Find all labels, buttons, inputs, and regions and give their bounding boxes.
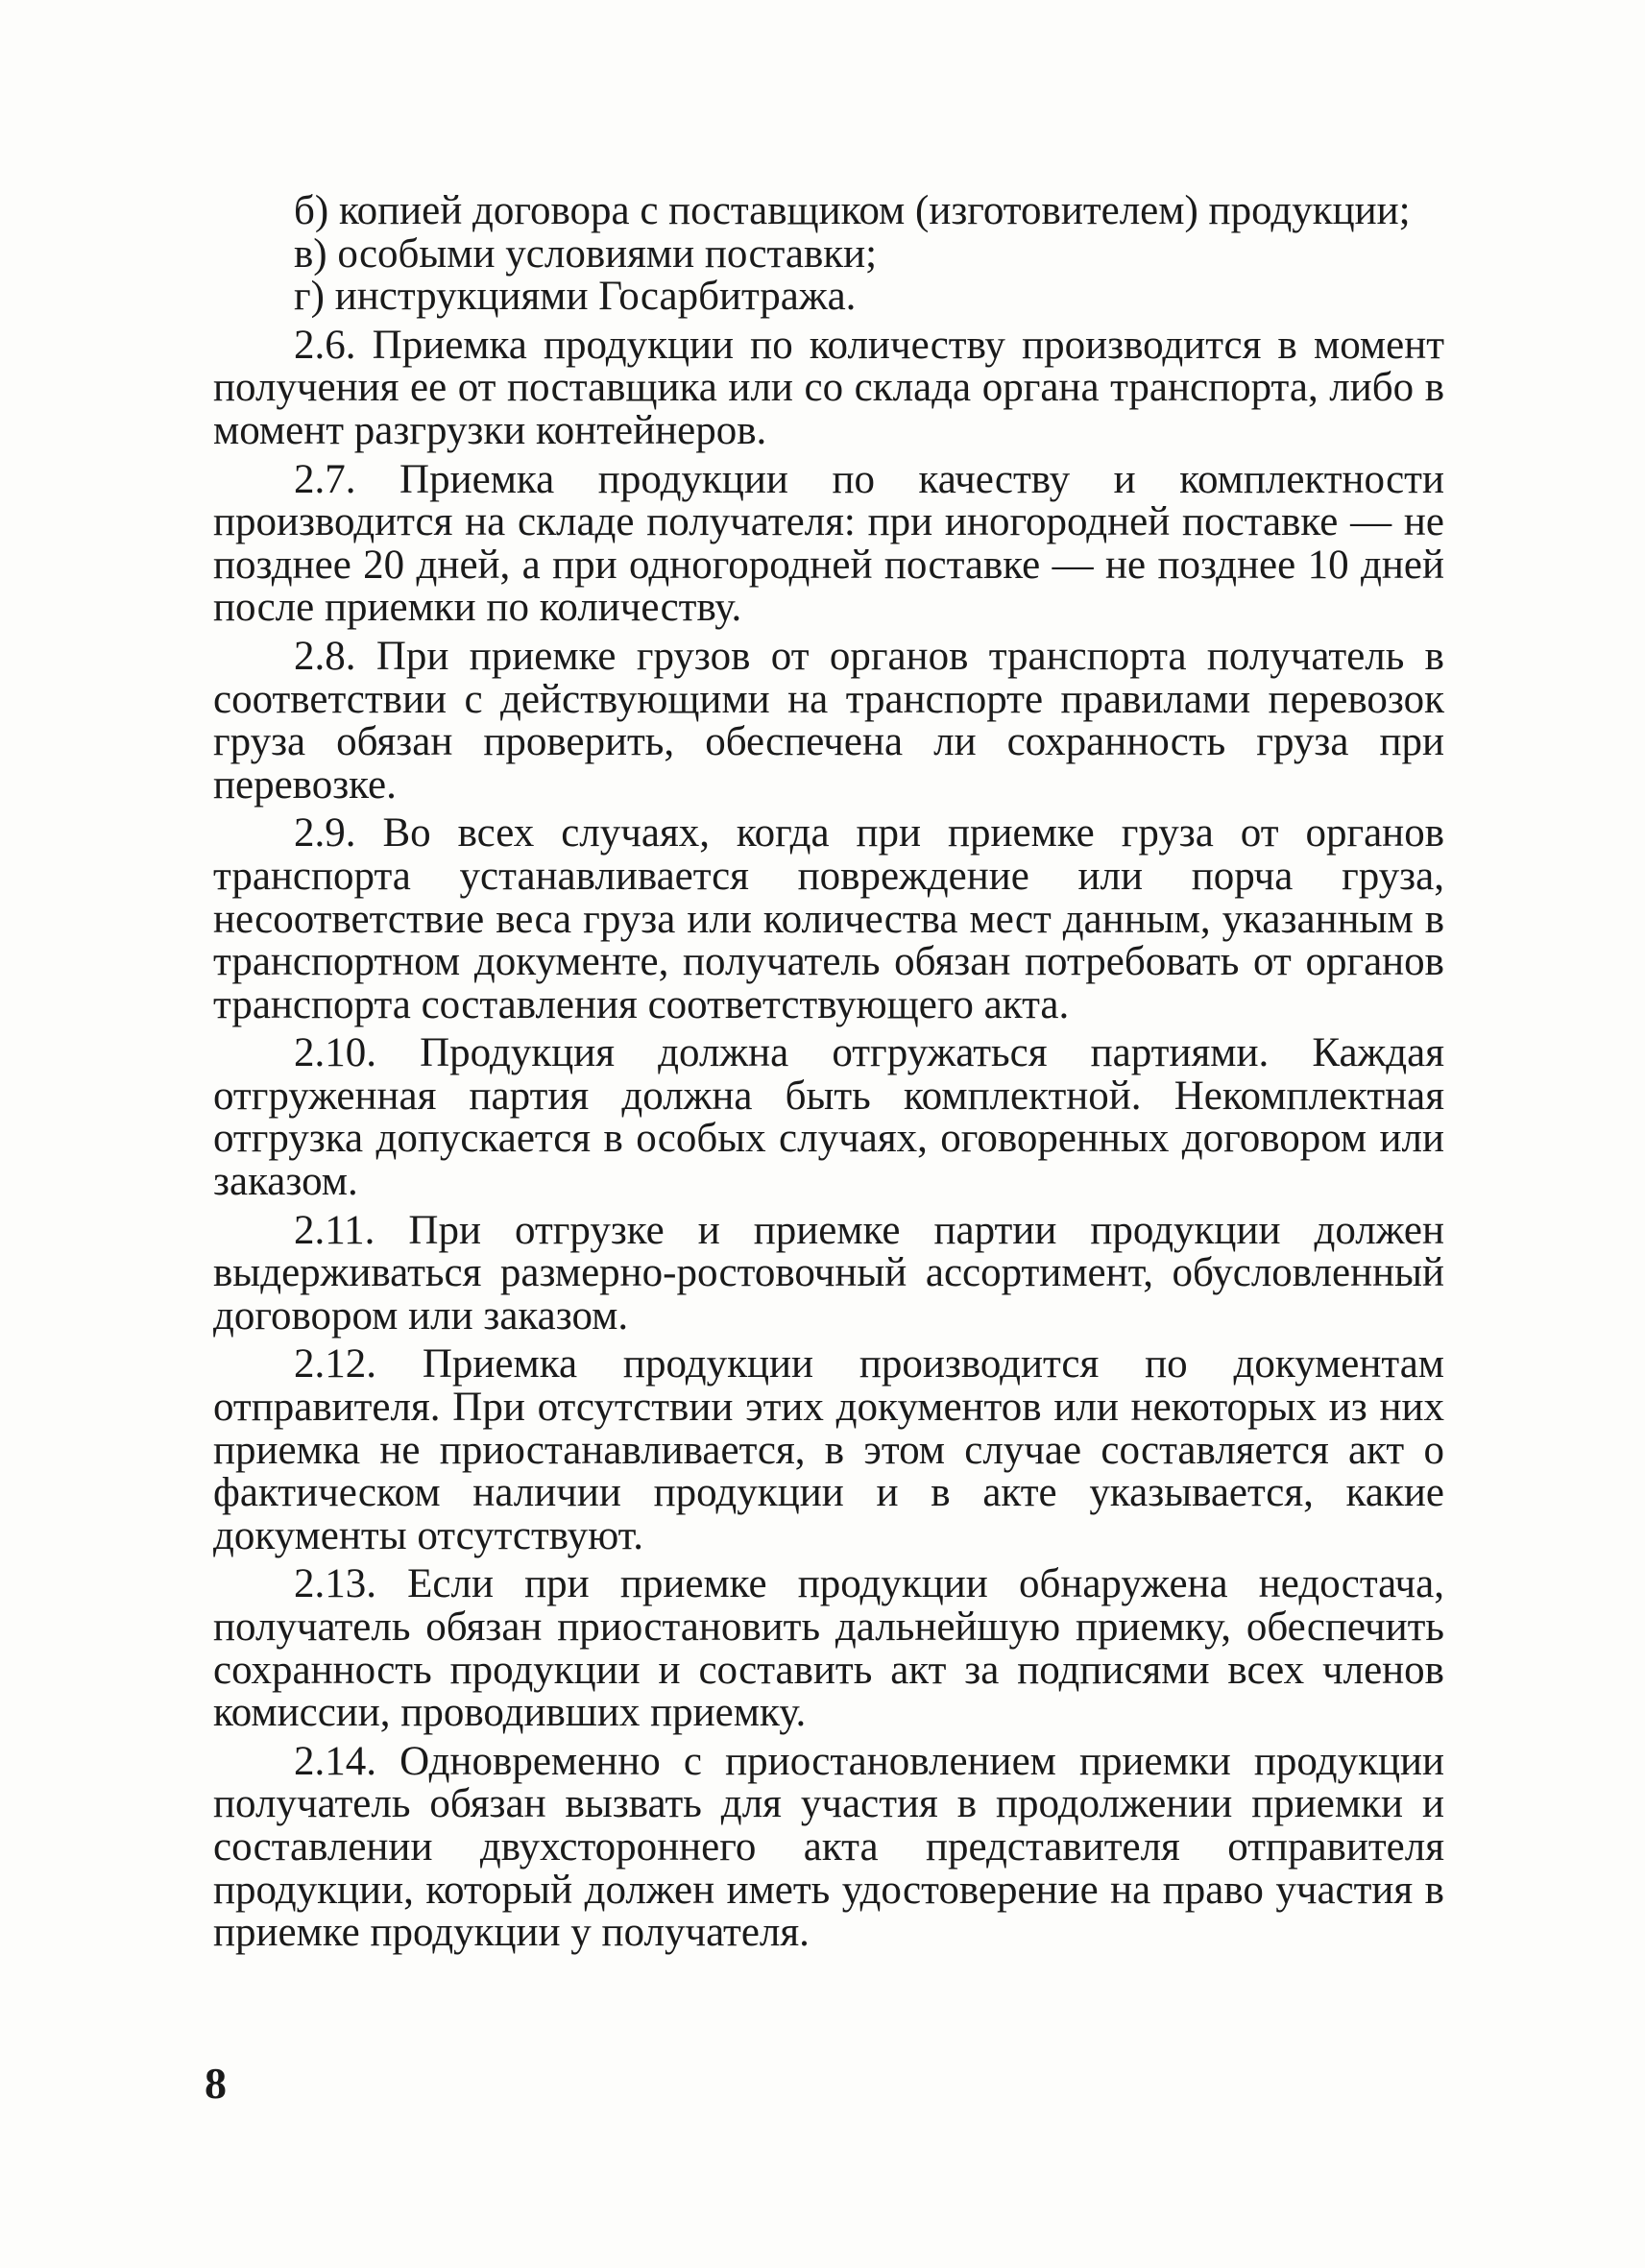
body-text	[213, 190, 1444, 1955]
clause-2-14: 2.14. Одновременно с приостановлением приемки продукции получатель обязан вызвать для участия в продолжении приемки и составлении двухстороннего акта представителя отправителя продукции, который должен иметь удостоверение на право участия в приемке продукции у получателя.	[213, 1738, 1444, 1956]
clause-2-12: 2.12. Приемка продукции производится по документам отправителя. При отсутствии этих документов или некоторых из них приемка не приостанавливается, в этом случае составляется акт о фактическом наличии продукции и в акте указывается, какие документы отсутствуют.	[213, 1341, 1444, 1558]
list-item-b: б) копией договора с поставщиком (изготовителем) продукции;	[294, 188, 1411, 233]
clause-2-13: 2.13. Если при приемке продукции обнаружена недостача, получатель обязан приостановить дальнейшую приемку, обеспечить сохранность продукции и составить акт за подписями всех членов комиссии, проводивших приемку.	[213, 1561, 1444, 1736]
clause-2-10: 2.10. Продукция должна отгружаться партиями. Каждая отгруженная партия должна быть комплектной. Некомплектная отгрузка допускается в особых случаях, оговоренных договором или заказом.	[213, 1030, 1444, 1205]
list-item-v: в) особыми условиями поставки;	[294, 230, 878, 277]
clause-2-7: 2.7. Приемка продукции по качеству и комплектности производится на складе получателя: при иногородней поставке — не позднее 20 дней, а при одногородней поставке — не позднее 10 дней после приемки по количеству.	[213, 456, 1444, 631]
clause-2-11: 2.11. При отгрузке и приемке партии продукции должен выдерживаться размерно-ростовочный ассортимент, обусловленный договором или заказом.	[213, 1207, 1444, 1339]
clause-2-8: 2.8. При приемке грузов от органов транспорта получатель в соответствии с действующими на транспорте правилами перевозок груза обязан проверить, обеспечена ли сохранность груза при перевозке.	[213, 633, 1444, 808]
page-number: 8	[205, 2059, 227, 2108]
clause-2-9: 2.9. Во всех случаях, когда при приемке груза от органов транспорта устанавливается повреждение или порча груза, несоответствие веса груза или количества мест данным, указанным в транспортном документе, получатель обязан потребовать от органов транспорта составления соответствующего акта.	[213, 810, 1444, 1027]
list-item-g: г) инструкциями Госарбитража.	[294, 274, 857, 320]
clause-2-6: 2.6. Приемка продукции по количеству производится в момент получения ее от поставщика или со склада органа транспорта, либо в момент разгрузки контейнеров.	[213, 322, 1444, 453]
